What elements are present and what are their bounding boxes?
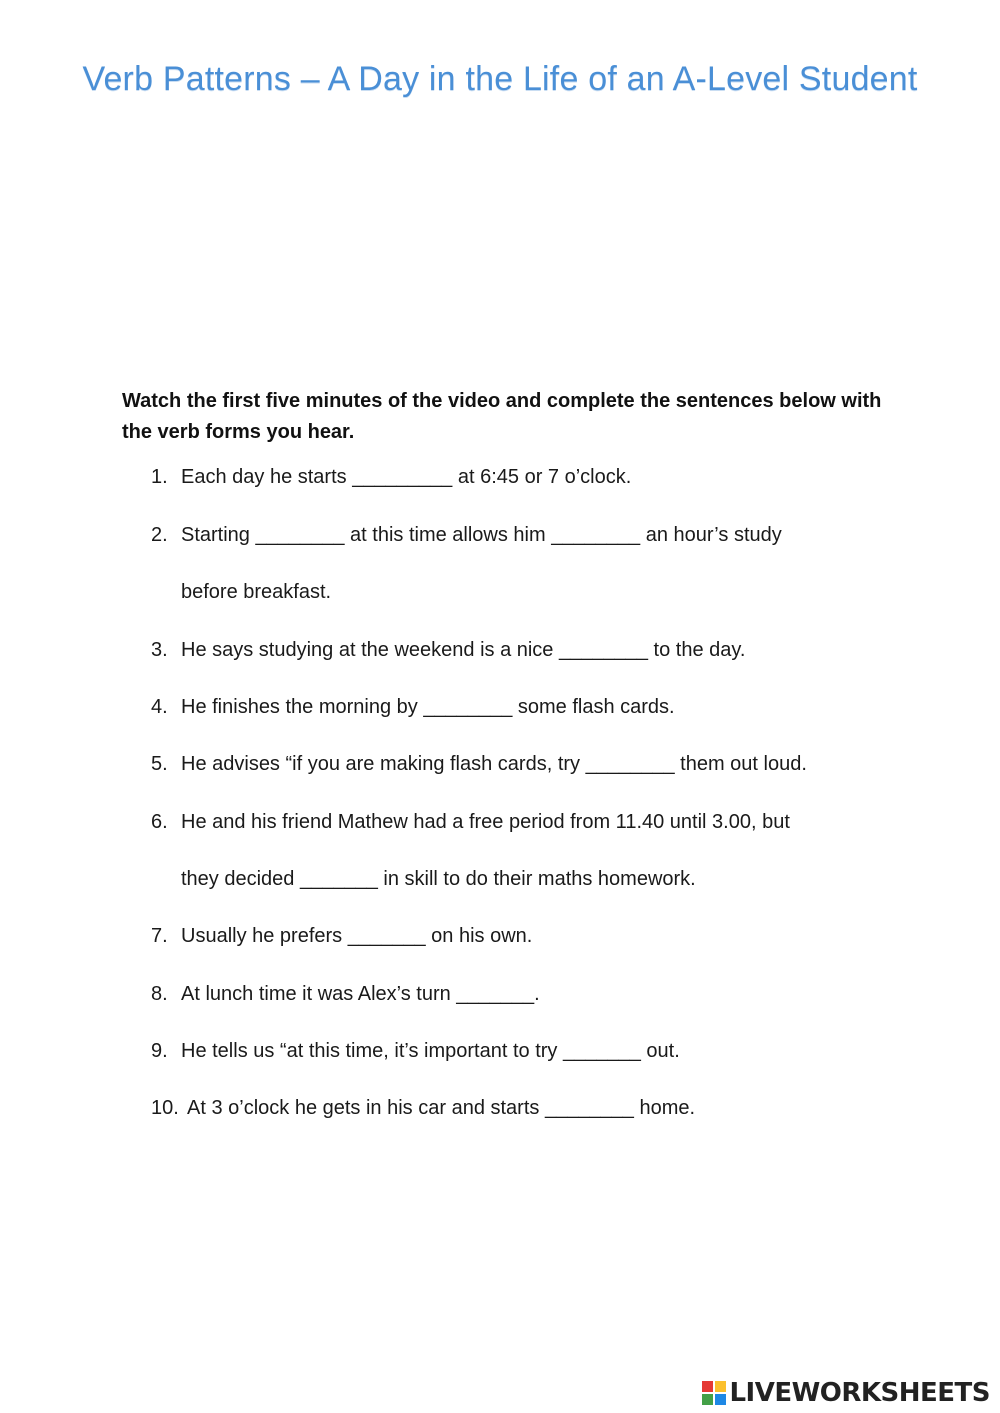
question-2-continuation: before breakfast. [181, 581, 332, 603]
question-number: 2. [151, 524, 168, 546]
question-text: At 3 o’clock he gets in his car and starts ________ home. [187, 1097, 696, 1119]
question-number: 7. [151, 925, 168, 947]
question-6-continuation: they decided _______ in skill to do their maths homework. [181, 868, 696, 890]
logo-square [702, 1381, 713, 1392]
question-number: 4. [151, 696, 168, 718]
question-number: 9. [151, 1040, 168, 1062]
question-10 [151, 1094, 695, 1122]
question-number: 8. [151, 983, 168, 1005]
question-5 [151, 750, 807, 778]
question-text: Each day he starts _________ at 6:45 or 7 o’clock. [181, 466, 632, 488]
question-text: He and his friend Mathew had a free period from 11.40 until 3.00, but [181, 811, 790, 833]
question-number: 1. [151, 466, 168, 488]
question-3 [151, 636, 745, 664]
question-4 [151, 693, 675, 721]
question-number: 10. [151, 1097, 179, 1119]
question-text: Starting ________ at this time allows him ________ an hour’s study [181, 524, 782, 546]
question-1 [151, 463, 631, 491]
question-2 [151, 521, 782, 549]
question-text: He tells us “at this time, it’s important to try _______ out. [181, 1040, 680, 1062]
liveworksheets-logo-icon [702, 1381, 726, 1405]
brand-text: LIVEWORKSHEETS [729, 1378, 990, 1408]
question-9 [151, 1037, 680, 1065]
question-8 [151, 980, 540, 1008]
question-text: He says studying at the weekend is a nice ________ to the day. [181, 639, 746, 661]
worksheet-title: Verb Patterns – A Day in the Life of an A-Level Student [82, 60, 918, 98]
question-number: 6. [151, 811, 168, 833]
question-text: He advises “if you are making flash cards, try ________ them out loud. [181, 753, 807, 775]
logo-square [702, 1394, 713, 1405]
question-number: 5. [151, 753, 168, 775]
question-number: 3. [151, 639, 168, 661]
instructions: Watch the first five minutes of the video and complete the sentences below with the verb forms you hear. [122, 390, 882, 443]
question-7 [151, 922, 532, 950]
question-text: At lunch time it was Alex’s turn _______. [181, 983, 540, 1005]
question-text: He finishes the morning by ________ some flash cards. [181, 696, 675, 718]
logo-square [715, 1381, 726, 1392]
question-6 [151, 808, 790, 836]
liveworksheets-brand [702, 1378, 990, 1408]
logo-square [715, 1394, 726, 1405]
question-text: Usually he prefers _______ on his own. [181, 925, 533, 947]
